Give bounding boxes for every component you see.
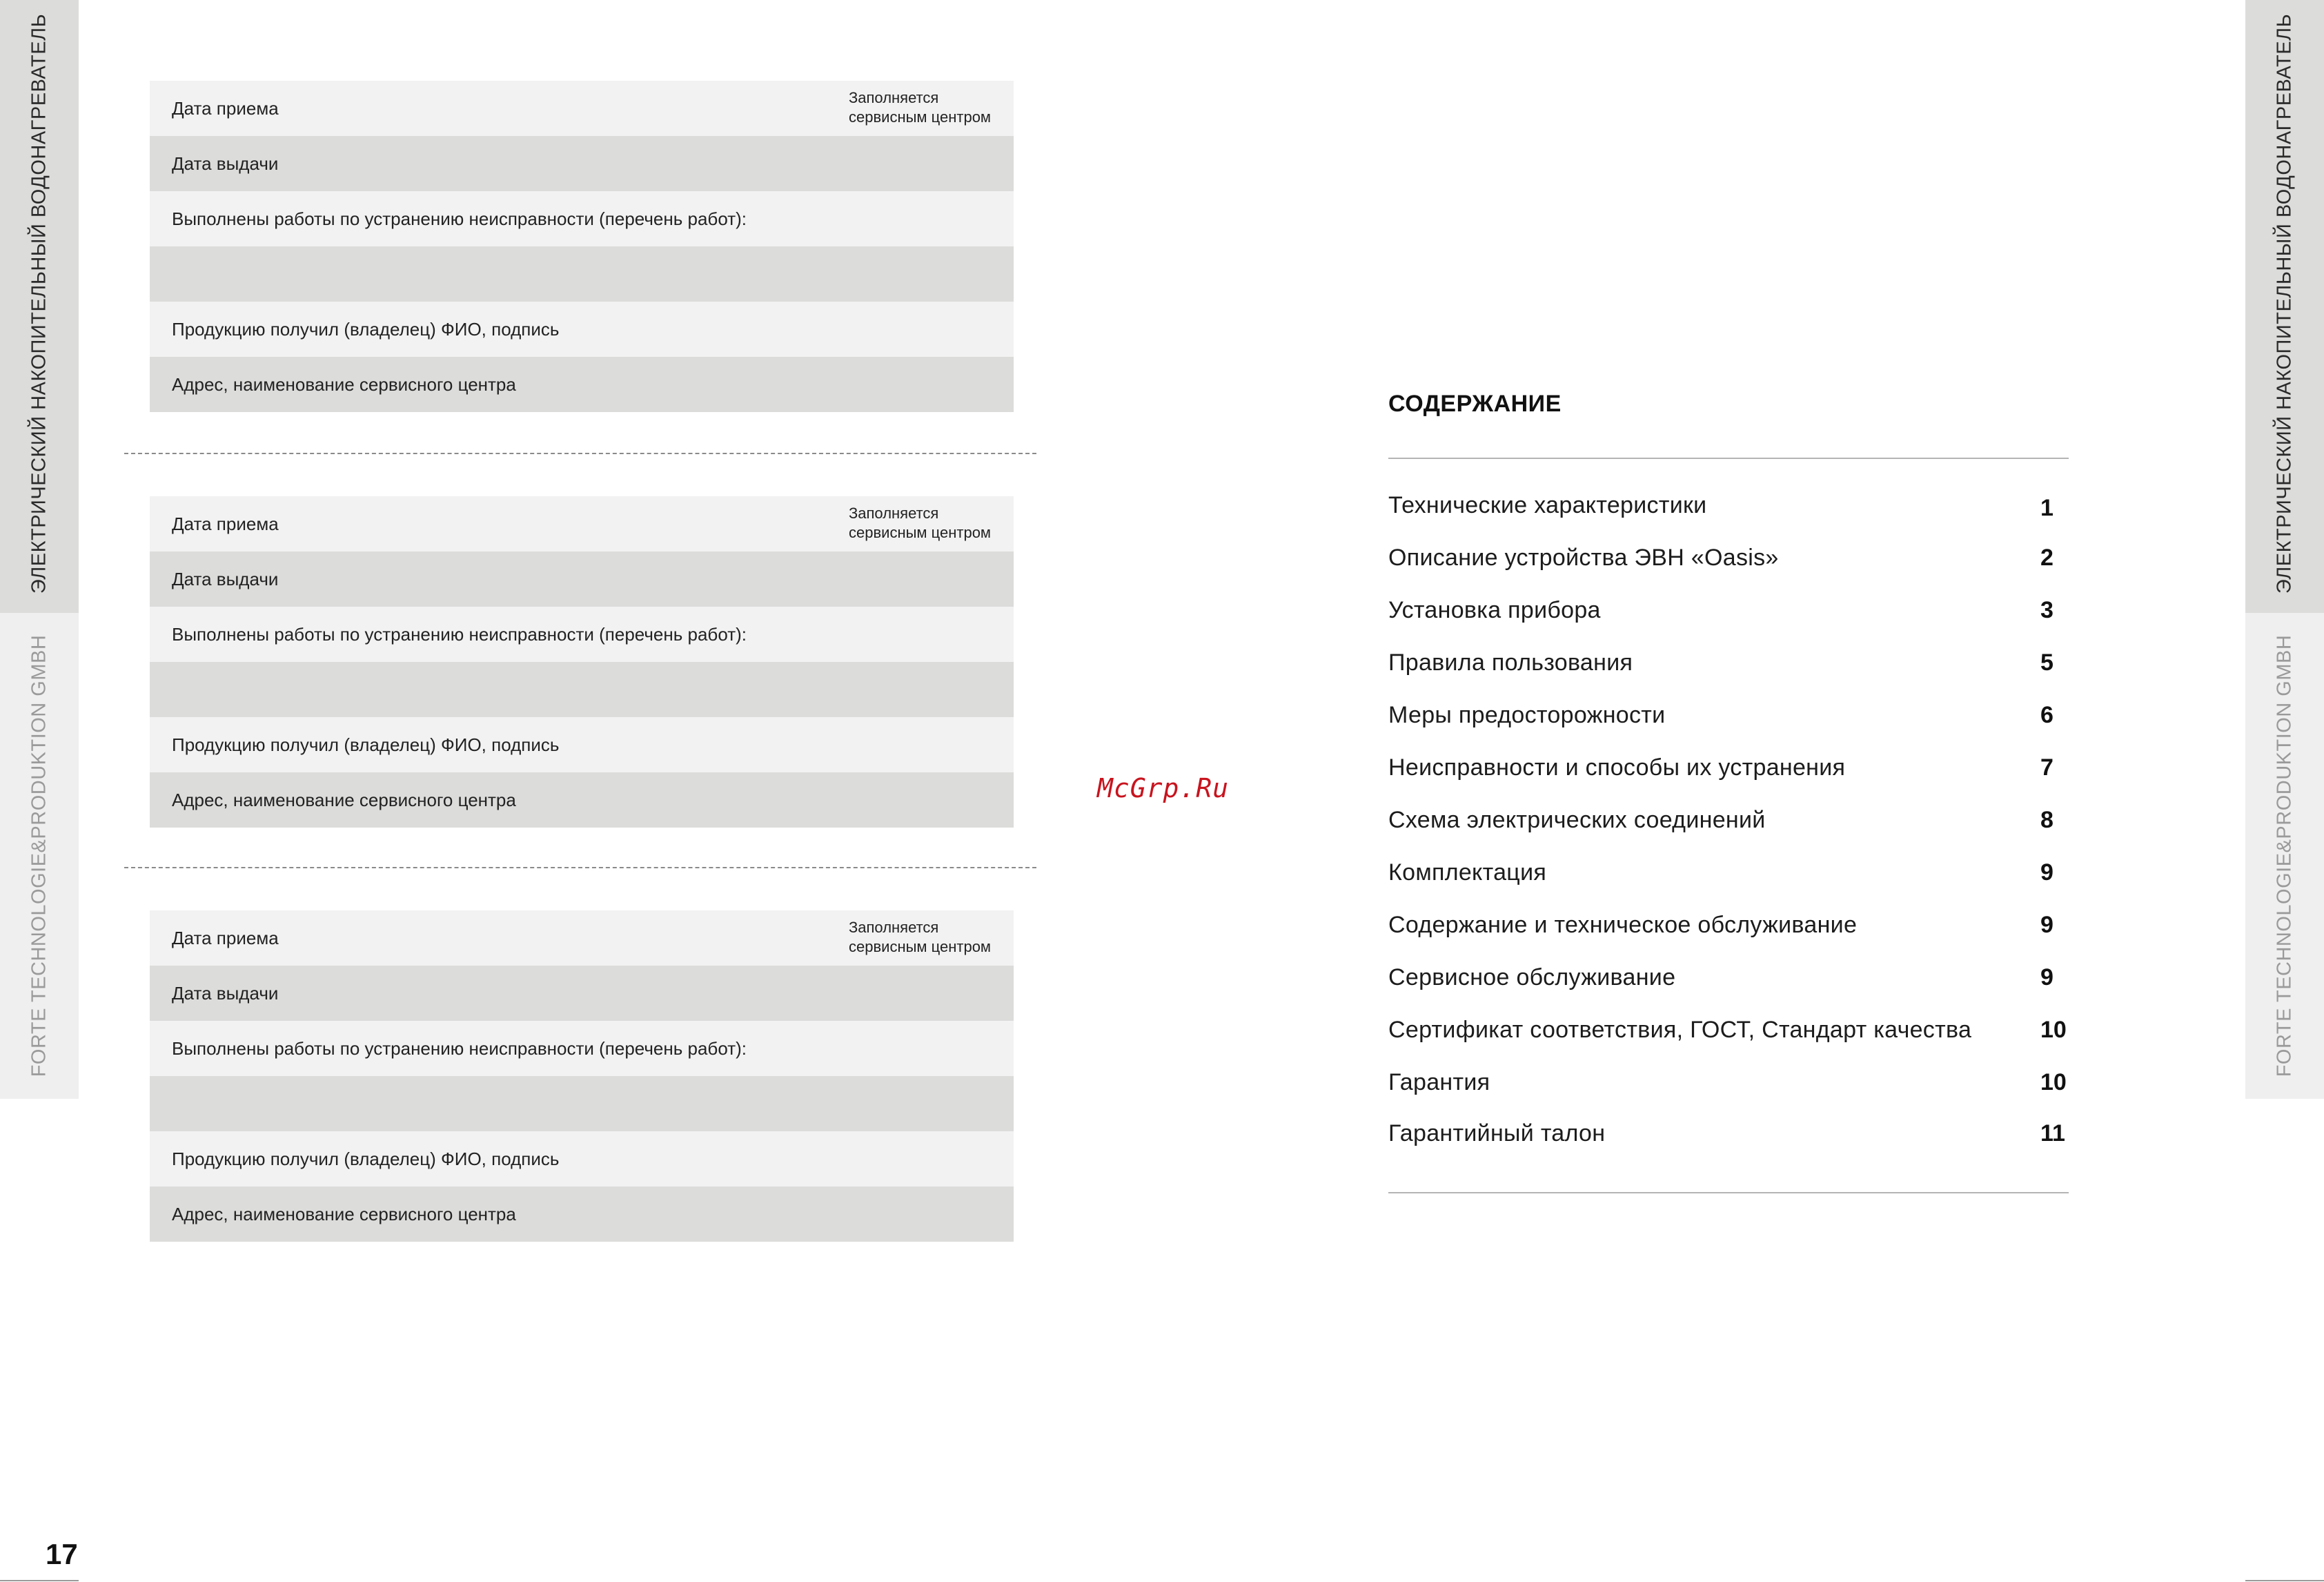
toc-item-page: 8 [2040, 807, 2054, 833]
service-form-1 [150, 81, 1014, 412]
received-by-label: Продукцию получил (владелец) ФИО, подпись [172, 734, 560, 755]
works-done-label: Выполнены работы по устранению неисправности (перечень работ): [172, 208, 747, 229]
left-footer-line [0, 1580, 79, 1581]
toc-bottom-divider [1388, 1192, 2069, 1193]
toc-item[interactable] [1388, 807, 2069, 848]
toc-item[interactable] [1388, 545, 2069, 586]
toc-item-title: Меры предосторожности [1388, 702, 1666, 728]
service-center-note: Заполняется сервисным центром [849, 89, 992, 126]
form-row-address [150, 357, 1014, 412]
toc-item-page: 10 [2040, 1017, 2067, 1043]
toc-item-page: 3 [2040, 597, 2054, 623]
toc-item[interactable] [1388, 650, 2069, 691]
left-tab-company-label: FORTE TECHNOLOGIE&PRODUKTION GMBH [28, 634, 50, 1077]
toc-item-page: 7 [2040, 754, 2054, 781]
toc-item-title: Комплектация [1388, 859, 1547, 886]
toc-item-title: Технические характеристики [1388, 492, 1707, 518]
form-row-blank [150, 1076, 1014, 1131]
toc-item-title: Описание устройства ЭВН «Oasis» [1388, 545, 1779, 571]
toc-item-title: Сервисное обслуживание [1388, 964, 1676, 990]
toc-item-title: Гарантийный талон [1388, 1120, 1606, 1146]
form-row-works-done [150, 607, 1014, 662]
works-done-label: Выполнены работы по устранению неисправности (перечень работ): [172, 624, 747, 645]
left-tab-bottom [0, 613, 79, 1099]
form-row-received-by [150, 717, 1014, 772]
toc-item-title: Схема электрических соединений [1388, 807, 1766, 833]
toc-item-title: Гарантия [1388, 1069, 1490, 1095]
toc-item-title: Установка прибора [1388, 597, 1601, 623]
form-row-date-issued [150, 551, 1014, 607]
service-center-note: Заполняется сервисным центром [849, 505, 992, 541]
date-received-label: Дата приема [172, 514, 279, 534]
toc-item-page: 2 [2040, 545, 2054, 571]
form-row-works-done [150, 191, 1014, 246]
form-row-address [150, 1186, 1014, 1242]
toc-top-divider [1388, 458, 2069, 459]
watermark: McGrp.Ru [1097, 773, 1230, 803]
cut-line-2 [124, 867, 1036, 868]
address-label: Адрес, наименование сервисного центра [172, 374, 516, 395]
service-center-note: Заполняется сервисным центром [849, 919, 992, 955]
form-row-received-by [150, 1131, 1014, 1186]
service-form-2 [150, 496, 1014, 828]
right-tab-product-label: ЭЛЕКТРИЧЕСКИЙ НАКОПИТЕЛЬНЫЙ ВОДОНАГРЕВАТЕЛЬ [2273, 13, 2296, 594]
toc-item[interactable] [1388, 859, 2069, 901]
page-number: 17 [46, 1538, 78, 1570]
toc-item[interactable] [1388, 702, 2069, 743]
form-row-works-done [150, 1021, 1014, 1076]
right-footer-line [2245, 1580, 2324, 1581]
toc-item-page: 10 [2040, 1069, 2067, 1095]
date-issued-label: Дата выдачи [172, 153, 279, 174]
date-issued-label: Дата выдачи [172, 569, 279, 589]
left-tab-product-label: ЭЛЕКТРИЧЕСКИЙ НАКОПИТЕЛЬНЫЙ ВОДОНАГРЕВАТЕЛЬ [28, 13, 50, 594]
date-received-label: Дата приема [172, 928, 279, 948]
form-row-blank [150, 662, 1014, 717]
toc-item-title: Неисправности и способы их устранения [1388, 754, 1846, 781]
toc-item[interactable] [1388, 964, 2069, 1006]
toc-title: СОДЕРЖАНИЕ [1388, 391, 1562, 417]
received-by-label: Продукцию получил (владелец) ФИО, подпись [172, 1149, 560, 1169]
form-row-date-received [150, 496, 1014, 551]
form-row-blank [150, 246, 1014, 302]
form-row-received-by [150, 302, 1014, 357]
date-issued-label: Дата выдачи [172, 983, 279, 1004]
toc-item[interactable] [1388, 912, 2069, 953]
toc-item-title: Правила пользования [1388, 650, 1633, 676]
service-form-3 [150, 910, 1014, 1242]
form-row-address [150, 772, 1014, 828]
toc-item[interactable] [1388, 1017, 2069, 1058]
right-tab-company-label: FORTE TECHNOLOGIE&PRODUKTION GMBH [2273, 634, 2296, 1077]
toc-item[interactable] [1388, 597, 2069, 638]
date-received-label: Дата приема [172, 98, 279, 119]
toc-item-page: 1 [2040, 495, 2054, 521]
toc-item-title: Сертификат соответствия, ГОСТ, Стандарт качества [1388, 1017, 1972, 1043]
address-label: Адрес, наименование сервисного центра [172, 790, 516, 810]
form-row-date-received [150, 81, 1014, 136]
toc-item-page: 9 [2040, 859, 2054, 886]
toc-item[interactable] [1388, 492, 2069, 534]
toc-item-page: 9 [2040, 912, 2054, 938]
received-by-label: Продукцию получил (владелец) ФИО, подпись [172, 319, 560, 340]
form-row-date-issued [150, 966, 1014, 1021]
form-row-date-issued [150, 136, 1014, 191]
toc-item-page: 6 [2040, 702, 2054, 728]
works-done-label: Выполнены работы по устранению неисправности (перечень работ): [172, 1038, 747, 1059]
toc-item-page: 9 [2040, 964, 2054, 990]
form-row-date-received [150, 910, 1014, 966]
toc-item[interactable] [1388, 754, 2069, 796]
toc-item[interactable] [1388, 1120, 2069, 1162]
left-tab-top [0, 0, 79, 613]
cut-line-1 [124, 453, 1036, 454]
toc-item-page: 11 [2040, 1120, 2065, 1146]
right-tab-bottom [2245, 613, 2324, 1099]
toc-item[interactable] [1388, 1069, 2069, 1111]
address-label: Адрес, наименование сервисного центра [172, 1204, 516, 1224]
toc-item-page: 5 [2040, 650, 2054, 676]
toc-item-title: Содержание и техническое обслуживание [1388, 912, 1858, 938]
right-tab-top [2245, 0, 2324, 613]
